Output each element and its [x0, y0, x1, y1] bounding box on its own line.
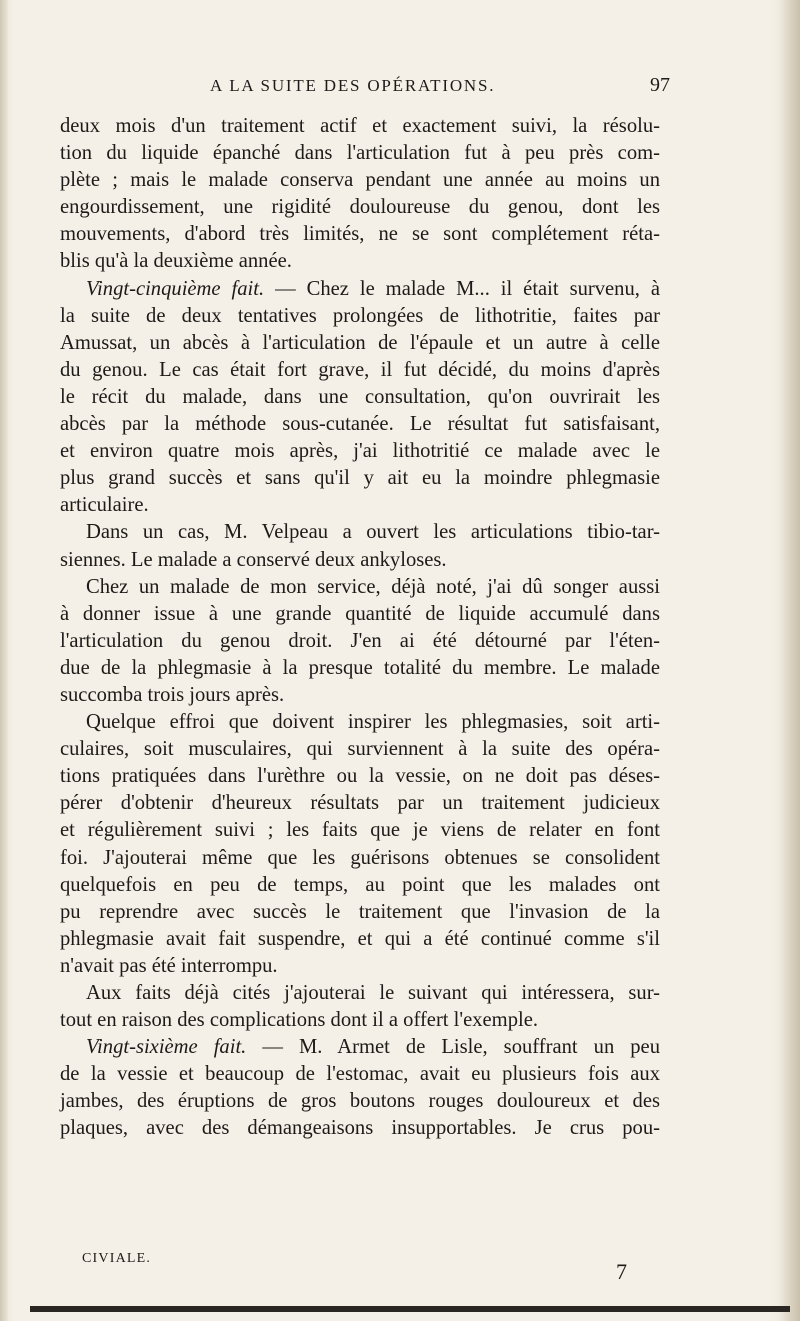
text-line [60, 384, 660, 411]
line-text: quelquefois en peu de temps, au point que les malades ont [60, 873, 660, 896]
body-text [60, 113, 660, 1143]
text-line [60, 872, 660, 899]
text-line [60, 276, 660, 303]
text-line [60, 411, 660, 438]
text-line [60, 709, 660, 736]
page-number: 97 [650, 74, 670, 96]
line-text: phlegmasie avait fait suspendre, et qui a été continué comme s'il [60, 927, 660, 950]
footer-author-mark: CIVIALE. [82, 1251, 152, 1266]
text-line [60, 736, 660, 763]
line-text: culaires, soit musculaires, qui surviennent à la suite des opéra- [60, 738, 660, 761]
text-line [60, 1007, 660, 1034]
page-right-edge [778, 0, 800, 1321]
text-line [60, 330, 660, 357]
line-text: du genou. Le cas était fort grave, il fut décidé, du moins d'après [60, 358, 660, 381]
line-text: tions pratiquées dans l'urèthre ou la vessie, on ne doit pas déses- [60, 765, 660, 788]
line-text: mouvements, d'abord très limités, ne se sont complétement réta- [60, 223, 660, 246]
text-line [60, 221, 660, 248]
text-line [60, 465, 660, 492]
line-text: Amussat, un abcès à l'articulation de l'épaule et un autre à celle [60, 331, 660, 354]
line-text: due de la phlegmasie à la presque totalité du membre. Le malade [60, 656, 660, 679]
text-line [60, 140, 660, 167]
line-text: — M. Armet de Lisle, souffrant un peu [246, 1036, 660, 1059]
line-text: engourdissement, une rigidité douloureuse du genou, dont les [60, 196, 660, 219]
text-line [60, 574, 660, 601]
text-line [60, 1034, 660, 1061]
text-line [60, 113, 660, 140]
text-line [60, 1115, 660, 1142]
fact-heading: Vingt-cinquième fait. [86, 277, 265, 300]
line-text: Aux faits déjà cités j'ajouterai le suivant qui intéressera, sur- [86, 982, 660, 1004]
running-header [60, 76, 670, 102]
line-text: n'avait pas été interrompu. [60, 954, 278, 977]
text-line [60, 655, 660, 682]
text-line [60, 980, 660, 1007]
line-text: succomba trois jours après. [60, 683, 285, 706]
text-line [60, 1061, 660, 1088]
text-line [60, 547, 660, 574]
line-text: à donner issue à une grande quantité de liquide accumulé dans [60, 602, 660, 625]
line-text: le récit du malade, dans une consultation, qu'on ouvrirait les [60, 385, 660, 408]
text-line [60, 357, 660, 384]
text-line [60, 817, 660, 844]
line-text: — Chez le malade M... il était survenu, à [264, 277, 660, 300]
line-text: plus grand succès et sans qu'il y ait eu la moindre phlegmasie [60, 467, 660, 490]
text-line [60, 628, 660, 655]
text-line [60, 492, 660, 519]
text-line [60, 601, 660, 628]
line-text: blis qu'à la deuxième année. [60, 250, 292, 273]
line-text: et régulièrement suivi ; les faits que je viens de relater en font [60, 819, 660, 842]
line-text: deux mois d'un traitement actif et exactement suivi, la résolu- [60, 115, 660, 137]
scan-bottom-edge [30, 1306, 790, 1312]
line-text: Chez un malade de mon service, déjà noté, j'ai dû songer aussi [86, 575, 660, 598]
text-line [60, 790, 660, 817]
page-footer [60, 1251, 660, 1291]
text-line [60, 248, 660, 275]
line-text: Quelque effroi que doivent inspirer les phlegmasies, soit arti- [86, 711, 660, 734]
text-line [60, 1088, 660, 1115]
running-title: A LA SUITE DES OPÉRATIONS. [210, 76, 496, 95]
line-text: abcès par la méthode sous-cutanée. Le résultat fut satisfaisant, [60, 413, 660, 436]
line-text: siennes. Le malade a conservé deux ankyloses. [60, 548, 447, 571]
line-text: l'articulation du genou droit. J'en ai été détourné par l'éten- [60, 629, 660, 652]
fact-heading: Vingt-sixième fait. [86, 1036, 247, 1059]
text-line [60, 167, 660, 194]
line-text: la suite de deux tentatives prolongées de lithotritie, faites par [60, 304, 660, 327]
text-line [60, 682, 660, 709]
line-text: de la vessie et beaucoup de l'estomac, avait eu plusieurs fois aux [60, 1063, 660, 1086]
signature-mark: 7 [616, 1259, 627, 1284]
line-text: tout en raison des complications dont il a offert l'exemple. [60, 1009, 539, 1032]
text-line [60, 194, 660, 221]
line-text: pu reprendre avec succès le traitement que l'invasion de la [60, 900, 660, 923]
line-text: tion du liquide épanché dans l'articulation fut à peu près com- [60, 142, 660, 165]
line-text: plète ; mais le malade conserva pendant une année au moins un [60, 169, 660, 192]
text-line [60, 926, 660, 953]
text-line [60, 303, 660, 330]
text-line [60, 953, 660, 980]
text-line [60, 845, 660, 872]
line-text: articulaire. [60, 494, 149, 517]
line-text: jambes, des éruptions de gros boutons rouges douloureux et des [60, 1090, 660, 1113]
page-left-edge [0, 0, 8, 1321]
line-text: pérer d'obtenir d'heureux résultats par un traitement judicieux [60, 792, 660, 815]
line-text: foi. J'ajouterai même que les guérisons obtenues se consolident [60, 846, 660, 869]
text-line [60, 438, 660, 465]
text-line [60, 519, 660, 546]
line-text: plaques, avec des démangeaisons insupportables. Je crus pou- [60, 1117, 660, 1140]
line-text: Dans un cas, M. Velpeau a ouvert les articulations tibio-tar- [86, 521, 660, 544]
text-line [60, 763, 660, 790]
text-line [60, 899, 660, 926]
line-text: et environ quatre mois après, j'ai lithotritié ce malade avec le [60, 440, 660, 463]
